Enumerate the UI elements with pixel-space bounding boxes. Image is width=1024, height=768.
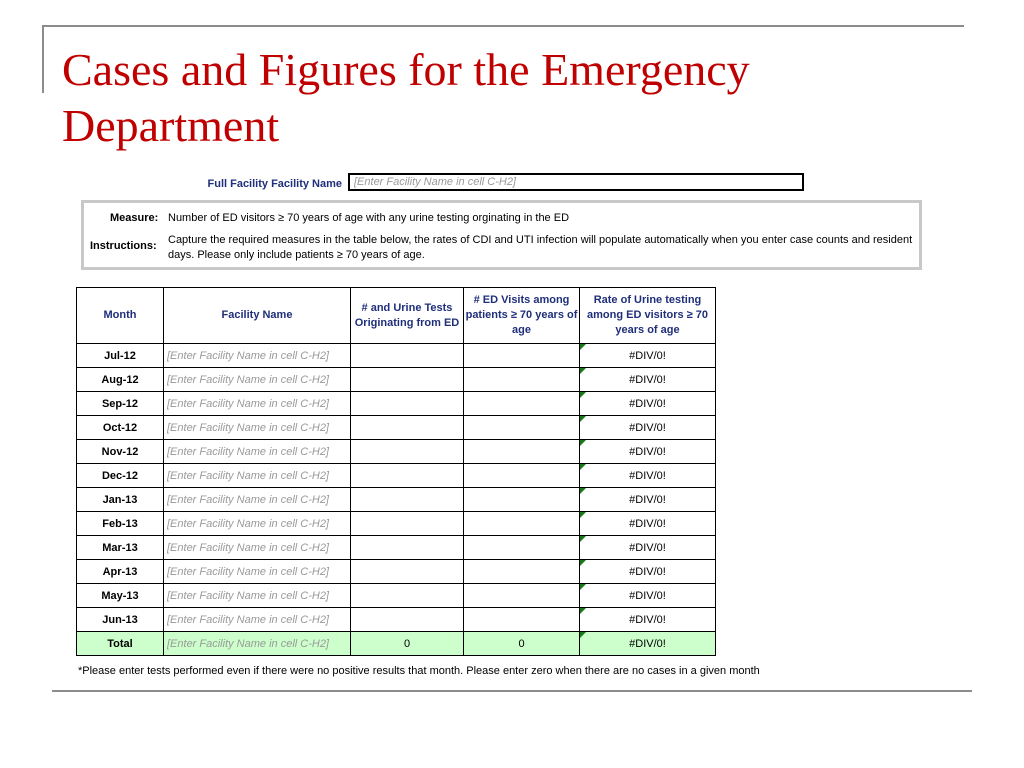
month-cell: Jan-13 [77,488,164,512]
facility-name-cell[interactable]: [Enter Facility Name in cell C-H2] [164,488,351,512]
rate-value: #DIV/0! [629,589,666,602]
urine-tests-cell[interactable] [351,464,464,488]
month-cell: Dec-12 [77,464,164,488]
slide-title: Cases and Figures for the Emergency Department [62,44,750,151]
month-cell: Jul-12 [77,344,164,368]
table-header-row [77,288,716,344]
comment-marker-icon [580,536,586,542]
rate-cell [580,344,716,368]
facility-name-cell[interactable]: [Enter Facility Name in cell C-H2] [164,536,351,560]
ed-visits-cell[interactable] [464,488,580,512]
rate-cell [580,392,716,416]
rate-cell [580,512,716,536]
month-cell: Oct-12 [77,416,164,440]
comment-marker-icon [580,608,586,614]
ed-visits-cell[interactable] [464,392,580,416]
comment-marker-icon [580,632,586,638]
rate-value: #DIV/0! [629,613,666,626]
rate-cell [580,464,716,488]
month-cell: Nov-12 [77,440,164,464]
facility-name-cell[interactable]: [Enter Facility Name in cell C-H2] [164,584,351,608]
rate-cell [580,488,716,512]
ed-visits-cell[interactable] [464,560,580,584]
rate-cell [580,536,716,560]
ed-visits-cell[interactable] [464,368,580,392]
total-ed-visits: 0 [464,632,580,656]
total-rate-value: #DIV/0! [629,637,666,650]
comment-marker-icon [580,512,586,518]
comment-marker-icon [580,344,586,350]
total-urine-tests: 0 [351,632,464,656]
total-row [77,632,716,656]
urine-tests-cell[interactable] [351,416,464,440]
month-cell: Sep-12 [77,392,164,416]
facility-name-input[interactable] [348,173,804,191]
rate-value: #DIV/0! [629,373,666,386]
facility-name-cell[interactable]: [Enter Facility Name in cell C-H2] [164,344,351,368]
table-row [77,368,716,392]
rate-value: #DIV/0! [629,565,666,578]
table-row [77,416,716,440]
facility-name-label: Full Facility Facility Name [207,178,342,190]
facility-name-cell[interactable]: [Enter Facility Name in cell C-H2] [164,368,351,392]
instructions-text: Capture the required measures in the table below, the rates of CDI and UTI infection will populate automatically when you enter case counts and resident days. Please only include patients ≥ 70 years of age. [168,234,913,261]
table-row [77,512,716,536]
comment-marker-icon [580,584,586,590]
rate-cell [580,416,716,440]
facility-name-cell[interactable]: [Enter Facility Name in cell C-H2] [164,392,351,416]
ed-visits-cell[interactable] [464,344,580,368]
instructions-label: Instructions: [90,240,157,252]
month-cell: Feb-13 [77,512,164,536]
rate-value: #DIV/0! [629,349,666,362]
urine-tests-cell[interactable] [351,608,464,632]
urine-tests-cell[interactable] [351,560,464,584]
total-facility-cell: [Enter Facility Name in cell C-H2] [164,632,351,656]
urine-tests-cell[interactable] [351,584,464,608]
frame-left-rule [42,25,44,93]
facility-name-cell[interactable]: [Enter Facility Name in cell C-H2] [164,464,351,488]
table-row [77,392,716,416]
comment-marker-icon [580,416,586,422]
rate-cell [580,584,716,608]
monthly-data-table [76,287,716,656]
month-cell: Mar-13 [77,536,164,560]
rate-cell [580,608,716,632]
header-facility-name: Facility Name [164,288,351,344]
measure-text: Number of ED visitors ≥ 70 years of age with any urine testing orginating in the ED [168,212,570,224]
table-row [77,440,716,464]
comment-marker-icon [580,368,586,374]
rate-cell [580,560,716,584]
rate-cell [580,368,716,392]
table-row [77,560,716,584]
comment-marker-icon [580,488,586,494]
urine-tests-cell[interactable] [351,536,464,560]
frame-top-rule [42,25,964,27]
rate-value: #DIV/0! [629,493,666,506]
comment-marker-icon [580,392,586,398]
urine-tests-cell[interactable] [351,344,464,368]
month-cell: Apr-13 [77,560,164,584]
ed-visits-cell[interactable] [464,440,580,464]
comment-marker-icon [580,560,586,566]
facility-name-cell[interactable]: [Enter Facility Name in cell C-H2] [164,416,351,440]
ed-visits-cell[interactable] [464,536,580,560]
rate-value: #DIV/0! [629,397,666,410]
header-month: Month [77,288,164,344]
header-urine-tests: # and Urine Tests Originating from ED [351,288,464,344]
urine-tests-cell[interactable] [351,512,464,536]
rate-cell [580,440,716,464]
month-cell: Aug-12 [77,368,164,392]
ed-visits-cell[interactable] [464,416,580,440]
measure-label: Measure: [110,212,159,224]
rate-value: #DIV/0! [629,445,666,458]
rate-value: #DIV/0! [629,541,666,554]
total-label: Total [77,632,164,656]
rate-value: #DIV/0! [629,517,666,530]
footnote: *Please enter tests performed even if there were no positive results that month. Please enter zero when there are no cases in a given month [78,665,760,677]
ed-visits-cell[interactable] [464,584,580,608]
frame-bottom-rule [52,690,972,692]
table-row [77,464,716,488]
urine-tests-cell[interactable] [351,368,464,392]
urine-tests-cell[interactable] [351,392,464,416]
total-rate [580,632,716,656]
month-cell: Jun-13 [77,608,164,632]
urine-tests-cell[interactable] [351,440,464,464]
table-row [77,608,716,632]
table-row [77,536,716,560]
table-row [77,488,716,512]
header-rate: Rate of Urine testing among ED visitors ≥ 70 years of age [580,288,716,344]
urine-tests-cell[interactable] [351,488,464,512]
comment-marker-icon [580,440,586,446]
facility-name-cell[interactable]: [Enter Facility Name in cell C-H2] [164,512,351,536]
table-row [77,344,716,368]
facility-name-cell[interactable]: [Enter Facility Name in cell C-H2] [164,440,351,464]
header-ed-visits: # ED Visits among patients ≥ 70 years of age [464,288,580,344]
rate-value: #DIV/0! [629,469,666,482]
measure-info-box [81,200,922,270]
ed-visits-cell[interactable] [464,464,580,488]
facility-name-cell[interactable]: [Enter Facility Name in cell C-H2] [164,608,351,632]
rate-value: #DIV/0! [629,421,666,434]
facility-name-cell[interactable]: [Enter Facility Name in cell C-H2] [164,560,351,584]
ed-visits-cell[interactable] [464,608,580,632]
ed-visits-cell[interactable] [464,512,580,536]
table-row [77,584,716,608]
comment-marker-icon [580,464,586,470]
month-cell: May-13 [77,584,164,608]
